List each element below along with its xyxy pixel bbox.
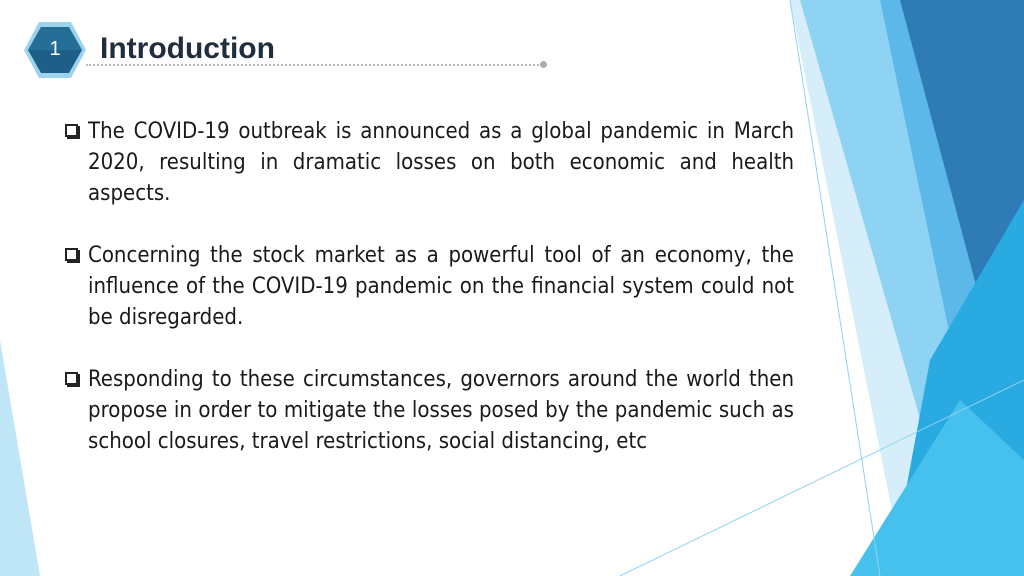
square-checkbox-bullet-icon [65, 372, 78, 385]
bullet-text: Concerning the stock market as a powerful tool of an economy, the influence of the COVID-19 pandemic on the financial system could not be disregarded. [88, 243, 794, 330]
slide-title: Introduction [100, 32, 275, 65]
square-checkbox-bullet-icon [65, 124, 78, 137]
bullet-item [62, 116, 794, 209]
left-edge-shape [0, 340, 40, 576]
bullet-text: Responding to these circumstances, governors around the world then propose in order to mitigate the losses posed by the pandemic such as school closures, travel restrictions, social distancing, etc [88, 367, 794, 454]
bullet-list [62, 116, 794, 488]
title-underline-dot [540, 61, 547, 68]
slide-number: 1 [49, 38, 61, 60]
square-checkbox-bullet-icon [65, 248, 78, 261]
bullet-item [62, 240, 794, 333]
title-underline [86, 64, 542, 66]
bullet-text: The COVID-19 outbreak is announced as a global pandemic in March 2020, resulting in dramatic losses on both economic and health aspects. [88, 119, 794, 206]
bullet-item [62, 364, 794, 457]
